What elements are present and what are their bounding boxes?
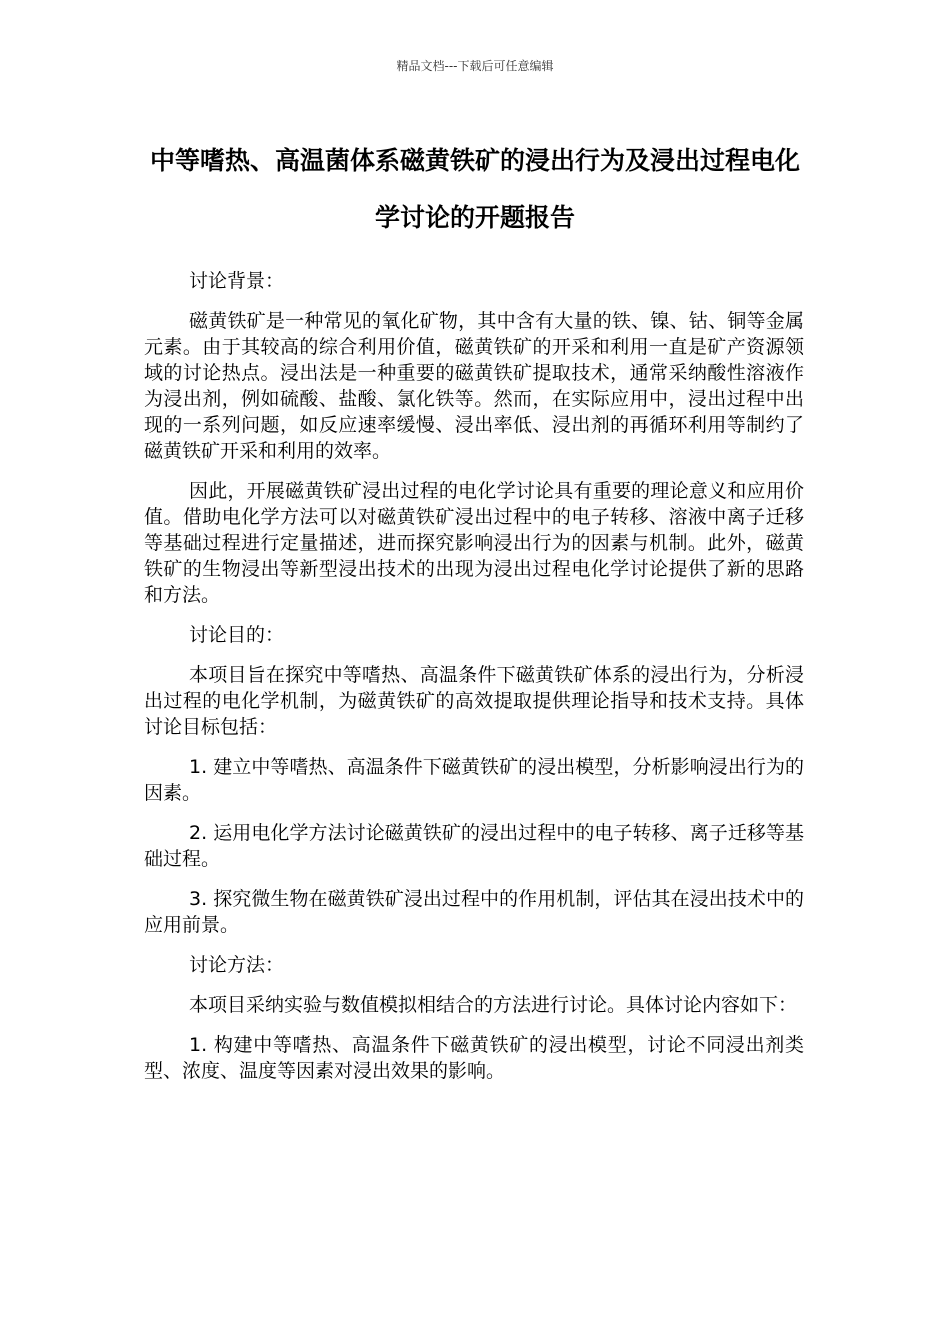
document-title: 中等嗜热、高温菌体系磁黄铁矿的浸出行为及浸出过程电化学讨论的开题报告 (149, 146, 800, 232)
heading-objectives: 讨论目的： (189, 624, 285, 646)
paragraph-objectives: 本项目旨在探究中等嗜热、高温条件下磁黄铁矿体系的浸出行为，分析浸出过程的电化学机制，为磁黄铁矿的高效提取提供理论指导和技术支持。具体讨论目标包括： (144, 664, 804, 738)
paragraph-background-2: 因此，开展磁黄铁矿浸出过程的电化学讨论具有重要的理论意义和应用价值。借助电化学方法可以对磁黄铁矿浸出过程中的电子转移、溶液中离子迁移等基础过程进行定量描述，进而探究影响浸出行为的因素与机制。此外，磁黄铁矿的生物浸出等新型浸出技术的出现为浸出过程电化学讨论提供了新的思路和方法。 (144, 480, 804, 606)
heading-background: 讨论背景： (189, 270, 285, 292)
document-body (144, 268, 804, 1098)
paragraph-methods: 本项目采纳实验与数值模拟相结合的方法进行讨论。具体讨论内容如下： (189, 994, 798, 1016)
method-item-1: 1. 构建中等嗜热、高温条件下磁黄铁矿的浸出模型，讨论不同浸出剂类型、浓度、温度等因素对浸出效果的影响。 (144, 1034, 804, 1082)
objective-item-2: 2. 运用电化学方法讨论磁黄铁矿的浸出过程中的电子转移、离子迁移等基础过程。 (144, 822, 804, 870)
heading-methods: 讨论方法： (189, 954, 285, 976)
objective-item-3: 3. 探究微生物在磁黄铁矿浸出过程中的作用机制，评估其在浸出技术中的应用前景。 (144, 888, 804, 936)
header-note: 精品文档---下载后可任意编辑 (396, 59, 554, 73)
paragraph-background-1: 磁黄铁矿是一种常见的氧化矿物，其中含有大量的铁、镍、钴、铜等金属元素。由于其较高的综合利用价值，磁黄铁矿的开采和利用一直是矿产资源领域的讨论热点。浸出法是一种重要的磁黄铁矿提取技术，通常采纳酸性溶液作为浸出剂，例如硫酸、盐酸、氯化铁等。然而，在实际应用中，浸出过程中出现的一系列问题，如反应速率缓慢、浸出率低、浸出剂的再循环利用等制约了磁黄铁矿开采和利用的效率。 (144, 310, 804, 462)
objective-item-1: 1. 建立中等嗜热、高温条件下磁黄铁矿的浸出模型，分析影响浸出行为的因素。 (144, 756, 804, 804)
